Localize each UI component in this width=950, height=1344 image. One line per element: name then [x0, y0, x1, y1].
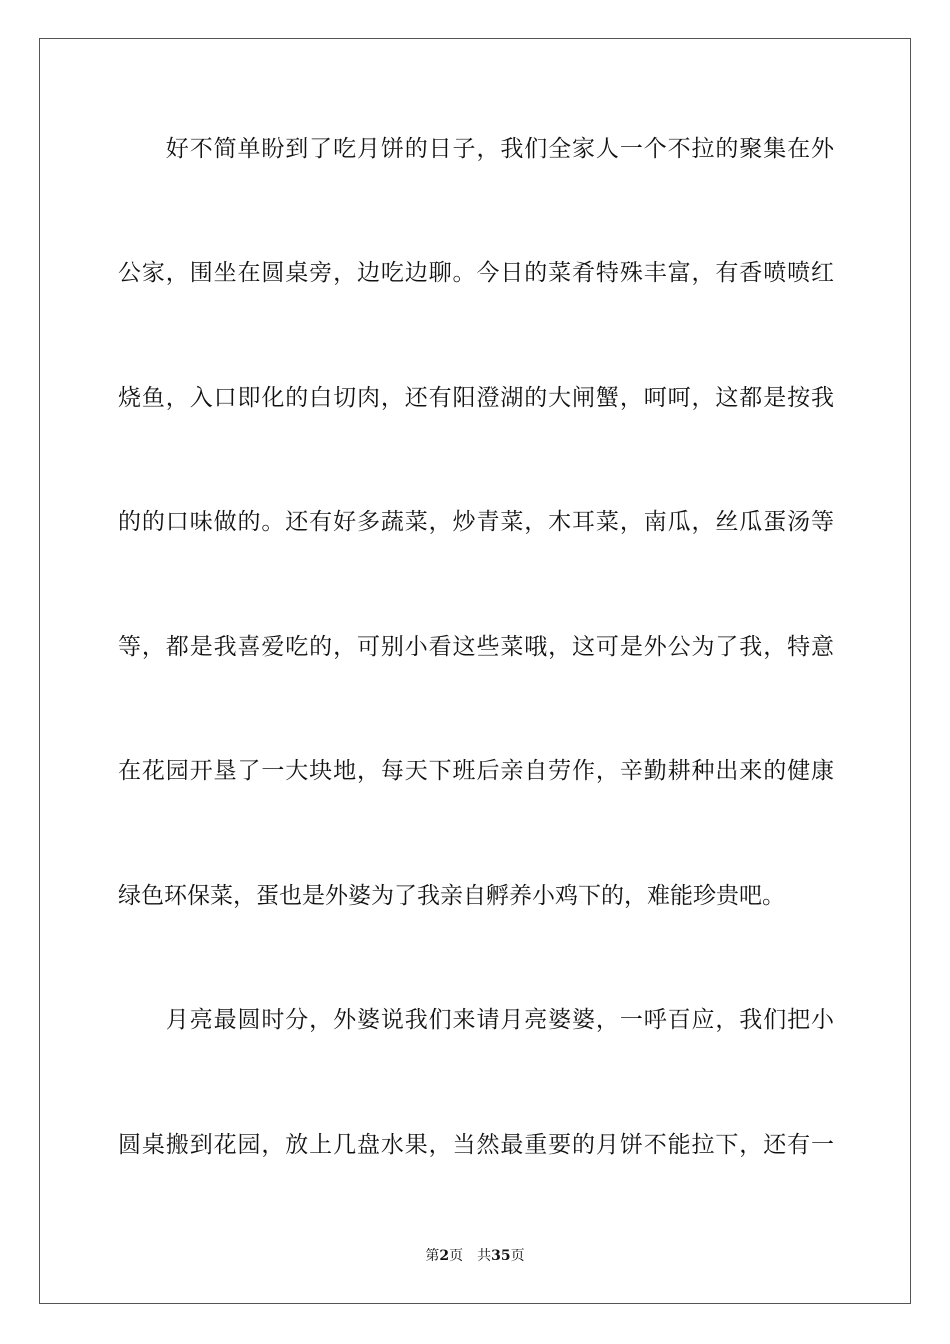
text-line-5: 等，都是我喜爱吃的，可别小看这些菜哦，这可是外公为了我，特意 — [118, 634, 834, 660]
page-footer — [0, 1247, 950, 1265]
text-line-3: 烧鱼，入口即化的白切肉，还有阳澄湖的大闸蟹，呵呵，这都是按我 — [118, 385, 834, 411]
footer-total-suffix: 页 — [510, 1248, 525, 1264]
text-line-8: 月亮最圆时分，外婆说我们来请月亮婆婆，一呼百应，我们把小 — [118, 1007, 834, 1033]
text-line-2: 公家，围坐在圆桌旁，边吃边聊。今日的菜肴特殊丰富，有香喷喷红 — [118, 260, 834, 286]
footer-total-number: 35 — [491, 1248, 511, 1264]
text-line-7: 绿色环保菜，蛋也是外婆为了我亲自孵养小鸡下的，难能珍贵吧。 — [118, 883, 785, 909]
footer-page-prefix: 第 — [425, 1248, 440, 1264]
text-line-1: 好不简单盼到了吃月饼的日子，我们全家人一个不拉的聚集在外 — [118, 136, 834, 162]
footer-total-prefix: 共 — [477, 1248, 492, 1264]
footer-page-number: 2 — [439, 1248, 450, 1264]
page-border — [39, 38, 911, 1304]
text-line-4: 的的口味做的。还有好多蔬菜，炒青菜，木耳菜，南瓜，丝瓜蛋汤等 — [118, 509, 834, 535]
text-line-6: 在花园开垦了一大块地，每天下班后亲自劳作，辛勤耕种出来的健康 — [118, 758, 834, 784]
text-line-9: 圆桌搬到花园，放上几盘水果，当然最重要的月饼不能拉下，还有一 — [118, 1132, 834, 1158]
footer-page-suffix: 页 — [449, 1248, 464, 1264]
